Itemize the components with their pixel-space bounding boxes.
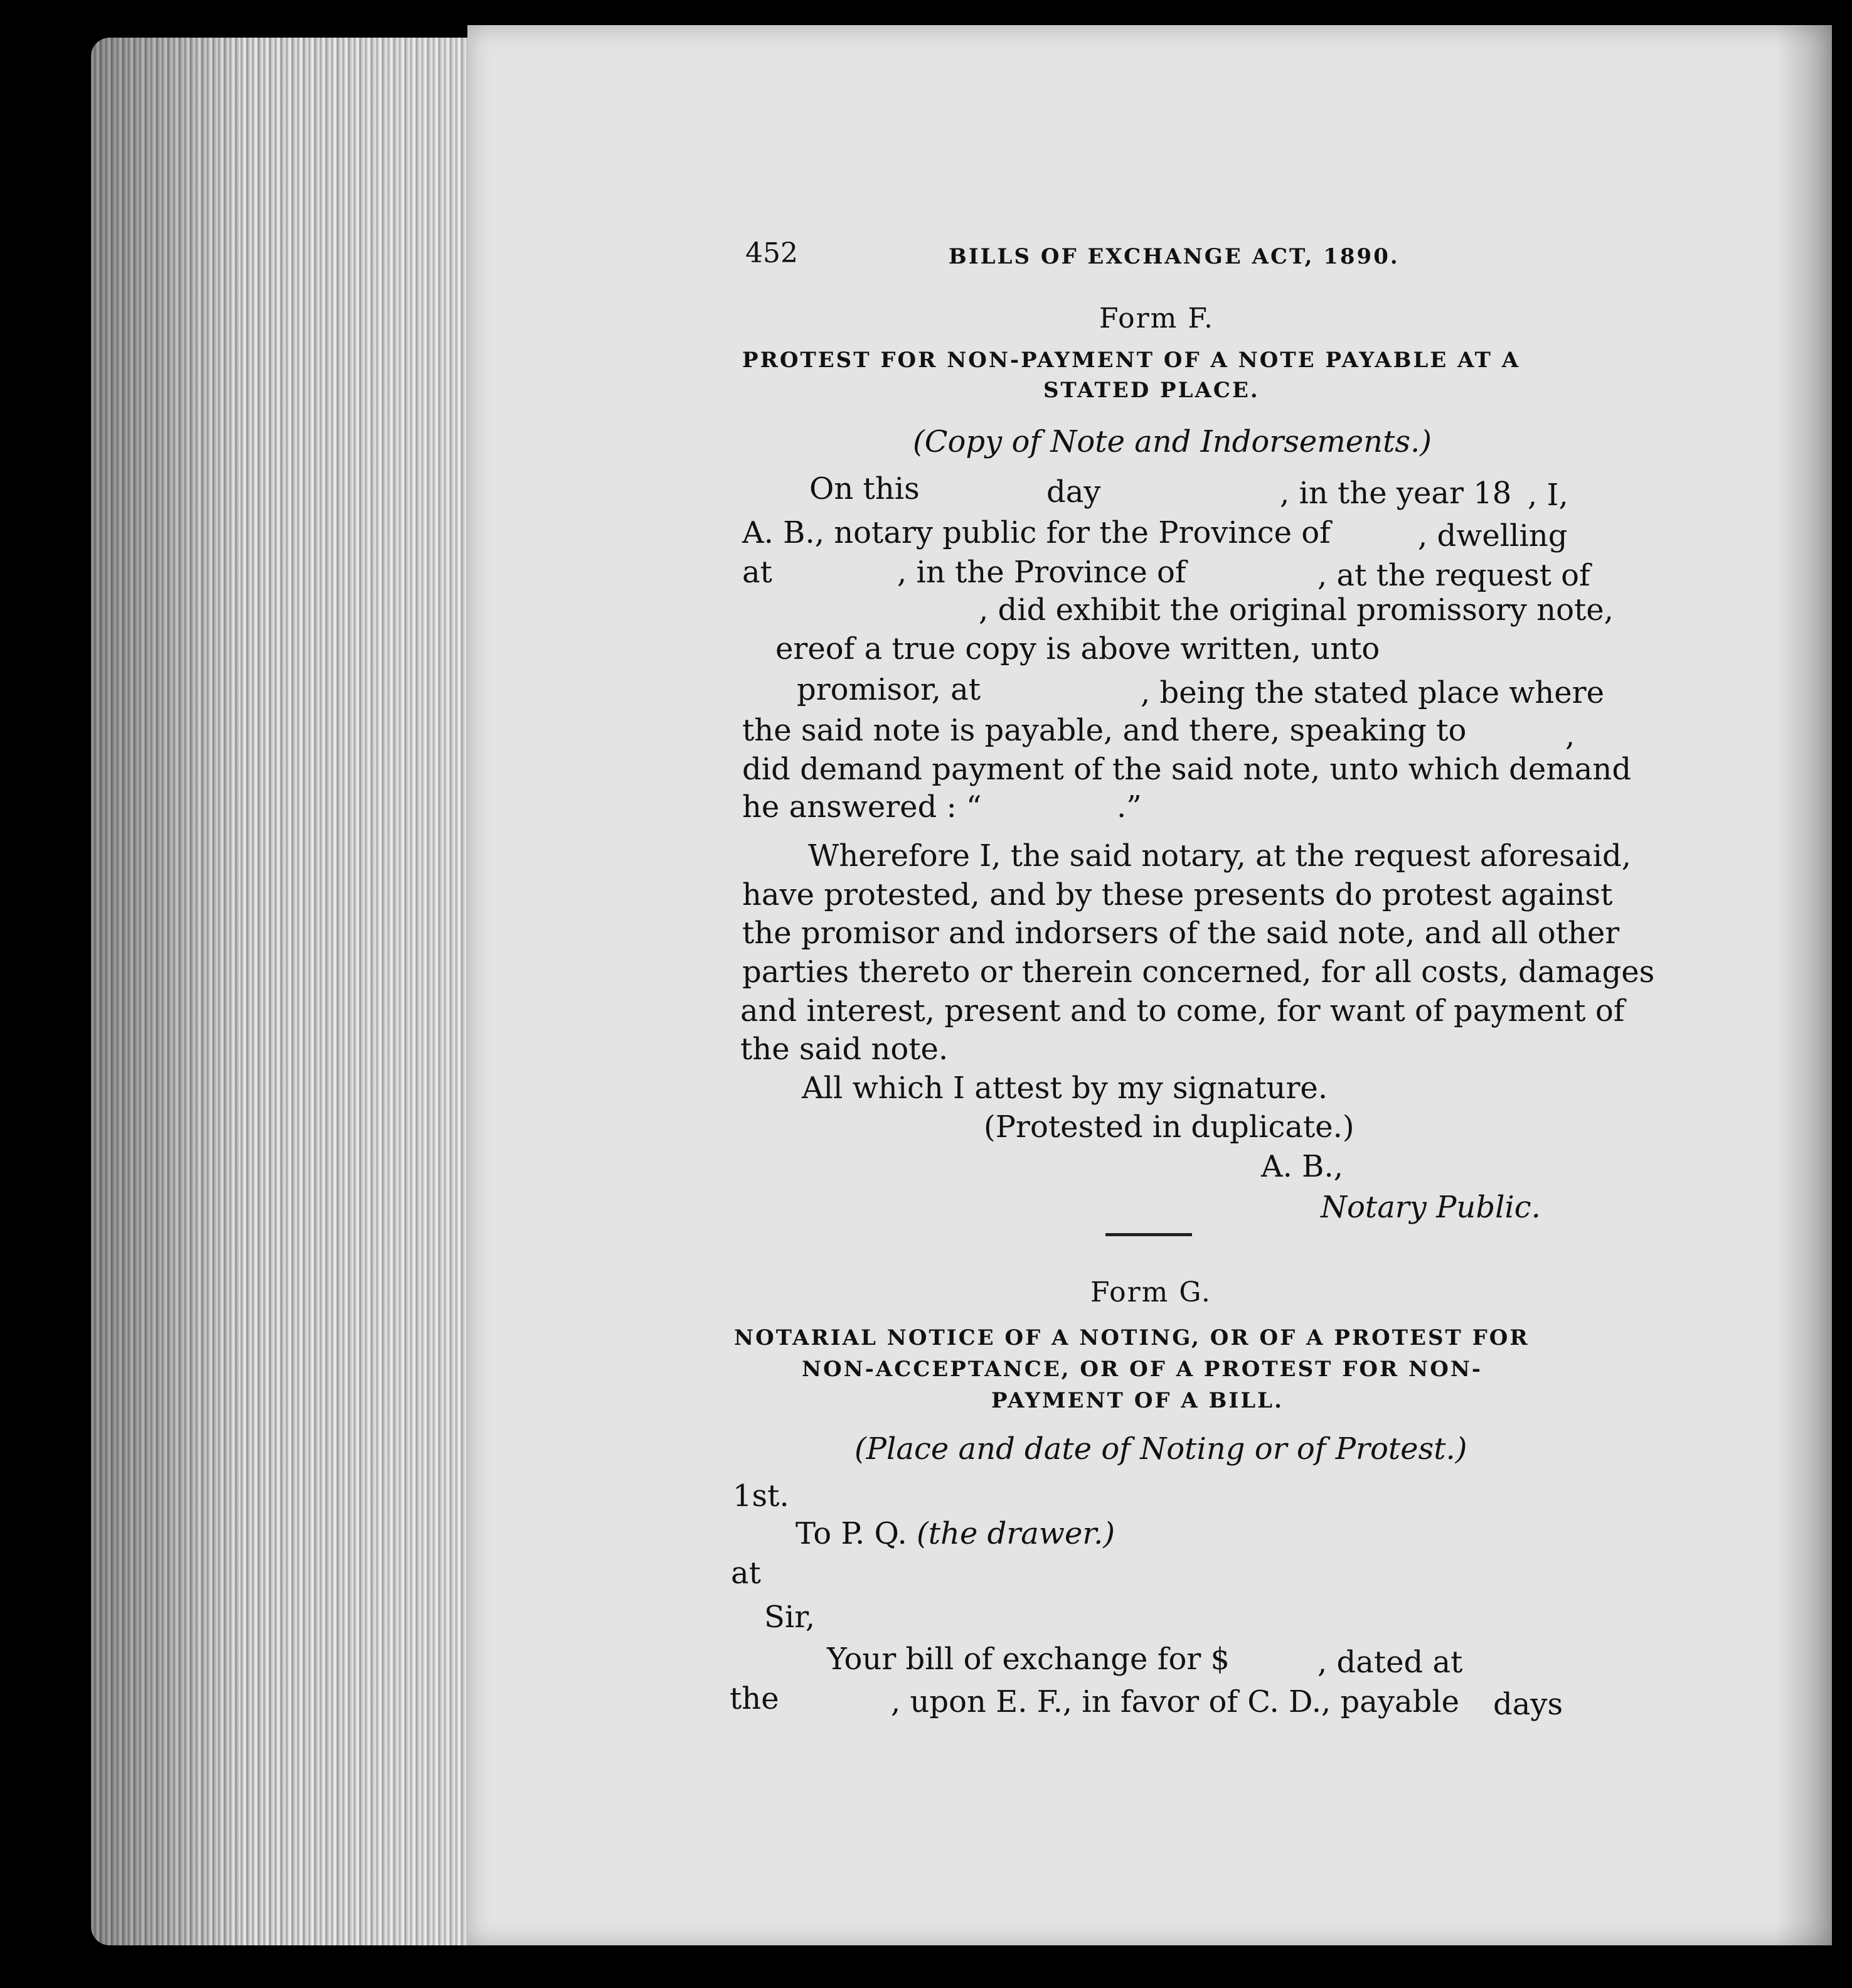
- form-g-title-line2: NON-ACCEPTANCE, OR OF A PROTEST FOR NON-: [802, 1357, 1483, 1382]
- form-f-line1-c: , in the year 18: [1280, 476, 1512, 511]
- form-f-line6-b: , being the stated place where: [1141, 675, 1604, 710]
- form-g-body-line2-c: days: [1493, 1687, 1563, 1722]
- form-f-line1-b: day: [1046, 474, 1101, 510]
- form-f-line13: parties thereto or therein concerned, for all costs, damages: [742, 954, 1655, 990]
- form-g-body-line1-a: Your bill of exchange for $: [827, 1642, 1230, 1677]
- form-f-line15: the said note.: [740, 1032, 949, 1067]
- form-f-subtitle: (Copy of Note and Indorsements.): [913, 424, 1432, 459]
- form-g-body-line2-b: , upon E. F., in favor of C. D., payable: [891, 1684, 1460, 1719]
- form-f-line3-a: at: [742, 555, 772, 590]
- form-f-line9-a: he answered : “: [742, 789, 982, 825]
- book-page-edges: [91, 38, 480, 1945]
- form-g-title-line1: NOTARIAL NOTICE OF A NOTING, OR OF A PROTEST FOR: [734, 1325, 1530, 1350]
- form-f-line16: All which I attest by my signature.: [802, 1071, 1328, 1106]
- form-f-line14: and interest, present and to come, for want of payment of: [740, 993, 1625, 1029]
- form-g-to-role: (the drawer.): [917, 1516, 1115, 1551]
- form-g-first: 1st.: [733, 1478, 789, 1514]
- form-g-subtitle: (Place and date of Noting or of Protest.): [854, 1431, 1467, 1467]
- form-g-to-line: [796, 1516, 1115, 1551]
- section-divider: [1105, 1233, 1192, 1236]
- form-f-line2-a: A. B., notary public for the Province of: [742, 515, 1331, 550]
- form-f-line7-a: the said note is payable, and there, speaking to: [742, 713, 1467, 748]
- page-number: 452: [745, 237, 798, 269]
- form-f-line4: , did exhibit the original promissory note,: [979, 592, 1614, 628]
- form-f-signature-title: Notary Public.: [1321, 1190, 1541, 1225]
- form-f-line6-a: promisor, at: [797, 672, 981, 707]
- form-g-body-line2-a: the: [730, 1681, 779, 1716]
- running-title: BILLS OF EXCHANGE ACT, 1890.: [949, 244, 1400, 269]
- form-g-to-name: To P. Q.: [796, 1516, 907, 1551]
- form-f-line7-b: ,: [1565, 718, 1575, 753]
- form-f-line1-a: On this: [809, 471, 920, 506]
- form-g-heading: Form G.: [1090, 1276, 1211, 1308]
- form-f-line2-b: , dwelling: [1418, 518, 1568, 553]
- form-f-title-line1: PROTEST FOR NON-PAYMENT OF A NOTE PAYABLE AT A: [742, 348, 1521, 373]
- form-f-line10: Wherefore I, the said notary, at the request aforesaid,: [808, 838, 1631, 874]
- form-f-line3-b: , in the Province of: [897, 555, 1186, 590]
- form-f-line8: did demand payment of the said note, unto which demand: [742, 752, 1632, 787]
- form-f-line11: have protested, and by these presents do protest against: [742, 877, 1613, 912]
- form-f-title-line2: STATED PLACE.: [1043, 378, 1260, 403]
- form-g-salutation: Sir,: [764, 1600, 816, 1635]
- form-f-line3-c: , at the request of: [1317, 558, 1590, 593]
- form-g-at: at: [731, 1556, 761, 1591]
- form-f-heading: Form F.: [1099, 302, 1215, 334]
- form-f-line5: ereof a true copy is above written, unto: [775, 631, 1380, 666]
- form-f-line9-b: .”: [1117, 789, 1142, 825]
- form-f-line1-d: , I,: [1528, 478, 1568, 513]
- form-g-body-line1-b: , dated at: [1317, 1645, 1463, 1680]
- form-f-line12: the promisor and indorsers of the said note, and all other: [742, 916, 1620, 951]
- form-g-title-line3: PAYMENT OF A BILL.: [991, 1388, 1284, 1413]
- form-f-protested-note: (Protested in duplicate.): [984, 1109, 1354, 1145]
- form-f-signature-name: A. B.,: [1261, 1149, 1343, 1184]
